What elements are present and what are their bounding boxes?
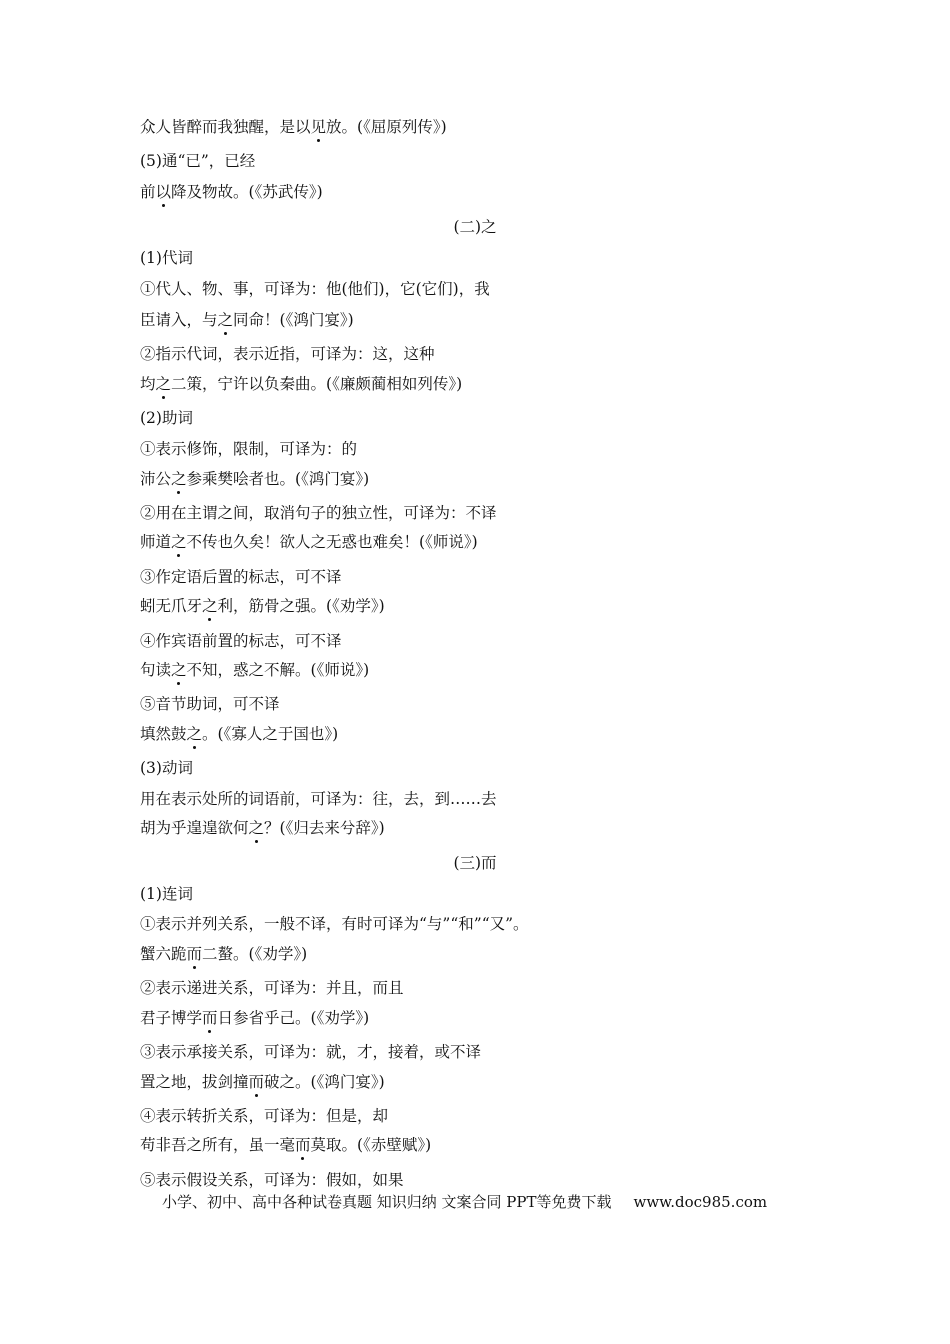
emphasis-char: 以 <box>155 183 172 201</box>
text-line: 填然鼓之。(《寡人之于国也》) <box>140 725 339 743</box>
emphasis-char: 而 <box>295 1136 311 1154</box>
text-line: (1)连词 <box>140 885 193 903</box>
text-line: 臣请入，与之同命！(《鸿门宴》) <box>140 311 354 329</box>
text-line: 沛公之参乘樊哙者也。(《鸿门宴》) <box>140 470 370 488</box>
text-line: ②用在主谓之间，取消句子的独立性，可译为：不译 <box>140 504 497 522</box>
text-line: ③作定语后置的标志，可不译 <box>140 568 342 586</box>
text-line: ④表示转折关系，可译为：但是，却 <box>140 1107 389 1125</box>
text-line: (2)助词 <box>140 409 193 427</box>
emphasis-char: 之 <box>171 470 187 488</box>
text-line: (3)动词 <box>140 759 193 777</box>
section-heading: (二)之 <box>453 218 497 236</box>
text-line: 前以降及物故。(《苏武传》) <box>140 183 323 201</box>
emphasis-char: 之 <box>202 597 218 615</box>
footer-url[interactable]: www.doc985.com <box>633 1193 768 1211</box>
text-line: 蚓无爪牙之利，筋骨之强。(《劝学》) <box>140 597 385 615</box>
emphasis-char: 之 <box>217 311 234 329</box>
page-footer <box>162 1192 767 1212</box>
emphasis-char: 见 <box>310 118 327 136</box>
text-line: 均之二策，宁许以负秦曲。(《廉颇蔺相如列传》) <box>140 375 463 393</box>
text-line: ⑤表示假设关系，可译为：假如，如果 <box>140 1171 404 1189</box>
text-line: 句读之不知，惑之不解。(《师说》) <box>140 661 370 679</box>
text-line: ①表示修饰，限制，可译为：的 <box>140 440 358 458</box>
text-line: ①代人、物、事，可译为：他(他们)，它(它们)，我 <box>140 280 490 298</box>
text-line: 苟非吾之所有，虽一毫而莫取。(《赤壁赋》) <box>140 1136 432 1154</box>
text-line: 众人皆醉而我独醒，是以见放。(《屈原列传》) <box>140 118 447 136</box>
emphasis-char: 之 <box>155 375 172 393</box>
text-line: ②表示递进关系，可译为：并且，而且 <box>140 979 404 997</box>
text-line: 师道之不传也久矣！欲人之无惑也难矣！(《师说》) <box>140 533 478 551</box>
emphasis-char: 之 <box>171 533 187 551</box>
emphasis-char: 而 <box>248 1073 265 1091</box>
text-line: ④作宾语前置的标志，可不译 <box>140 632 342 650</box>
text-line: 用在表示处所的词语前，可译为：往，去，到……去 <box>140 790 497 808</box>
emphasis-char: 之 <box>171 661 187 679</box>
text-line: (1)代词 <box>140 249 193 267</box>
text-line: 君子博学而日参省乎己。(《劝学》) <box>140 1009 370 1027</box>
text-line: ③表示承接关系，可译为：就，才，接着，或不译 <box>140 1043 482 1061</box>
emphasis-char: 而 <box>202 1009 218 1027</box>
text-line: ②指示代词，表示近指，可译为：这，这种 <box>140 345 435 363</box>
emphasis-char: 之 <box>248 819 265 837</box>
emphasis-char: 而 <box>186 945 203 963</box>
text-line: 蟹六跪而二螯。(《劝学》) <box>140 945 308 963</box>
text-line: ①表示并列关系，一般不译，有时可译为“与”“和”“又”。 <box>140 915 529 933</box>
footer-text: 小学、初中、高中各种试卷真题 知识归纳 文案合同 PPT等免费下载 <box>162 1193 612 1211</box>
emphasis-char: 之 <box>186 725 203 743</box>
text-line: 胡为乎遑遑欲何之？(《归去来兮辞》) <box>140 819 385 837</box>
text-line: 置之地，拔剑撞而破之。(《鸿门宴》) <box>140 1073 385 1091</box>
section-heading: (三)而 <box>453 854 497 872</box>
text-line: (5)通“已”，已经 <box>140 152 256 170</box>
text-line: ⑤音节助词，可不译 <box>140 695 280 713</box>
